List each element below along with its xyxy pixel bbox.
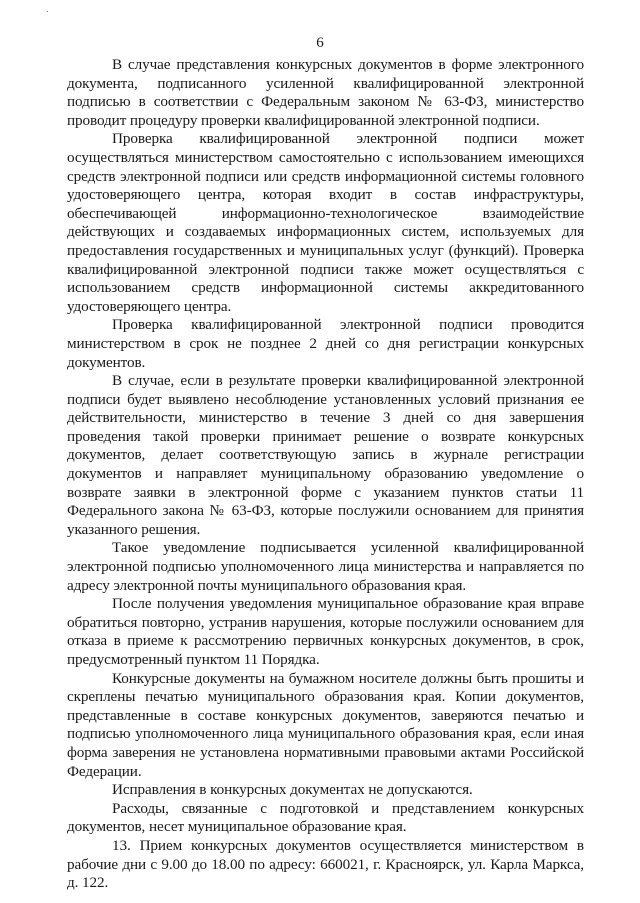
paragraph-resubmission: После получения уведомления муниципальное образование края вправе обратиться повторно, устранив нарушения, которые послужили основанием для отказа в приеме к рассмотрению первичных конкурсных документов, в срок, предусмотренный пунктом 11 Порядка. [67,595,584,668]
paragraph-no-corrections: Исправления в конкурсных документах не допускаются. [112,781,473,799]
paragraph-paper-documents: Конкурсные документы на бумажном носителе должны быть прошиты и скреплены печатью муниципального образования края. Копии документов, представленные в составе конкурсных документов, заверяются печатью и подписью уполномоченного лица муниципального образования края, если иная форма заверения не установлена нормативными правовыми актами Российской Федерации. [67,669,584,780]
paragraph-signature-verification-methods: Проверка квалифицированной электронной подписи может осуществляться министерством самостоятельно с использованием имеющихся средств электронной подписи или средств информационной системы головного удостоверяющего центра, которая входит в состав инфраструктуры, обеспечивающей информационно-технологическое взаимодействие действующих и создаваемых информационных систем, используемых для предоставления государственных и муниципальных услуг (функций). Проверка квалифицированной электронной подписи также может осуществляться с использованием средств информационной системы аккредитованного удостоверяющего центра. [67,130,584,315]
paragraph-verification-deadline: Проверка квалифицированной электронной подписи проводится министерством в срок не позднее 2 дней со дня регистрации конкурсных документов. [67,316,584,371]
paragraph-expenses: Расходы, связанные с подготовкой и представлением конкурсных документов, несет муниципальное образование края. [67,799,584,836]
document-body [67,56,584,893]
paragraph-notification-signing: Такое уведомление подписывается усиленной квалифицированной электронной подписью уполномоченного лица министерства и направляется по адресу электронной почты муниципального образования края. [67,539,584,594]
paragraph-item-13: 13. Прием конкурсных документов осуществляется министерством в рабочие дни с 9.00 до 18.00 по адресу: 660021, г. Красноярск, ул. Карла Маркса, д. 122. [67,836,584,892]
paragraph-electronic-submission: В случае представления конкурсных документов в форме электронного документа, подписанного усиленной квалифицированной электронной подписью в соответствии с Федеральным законом № 63-ФЗ, министерство проводит процедуру проверки квалифицированной электронной подписи. [67,56,584,129]
corner-mark: . [46,4,49,14]
paragraph-invalid-signature: В случае, если в результате проверки квалифицированной электронной подписи будет выявлено несоблюдение установленных условий признания ее действительности, министерство в течение 3 дней со дня завершения проведения такой проверки принимает решение о возврате конкурсных документов, делает соответствующую запись в журнале регистрации документов и направляет муниципальному образованию уведомление о возврате заявки в электронной форме с указанием пунктов статьи 11 Федерального закона № 63-ФЗ, которые послужили основанием для принятия указанного решения. [67,372,584,538]
page-number: 6 [316,35,324,51]
